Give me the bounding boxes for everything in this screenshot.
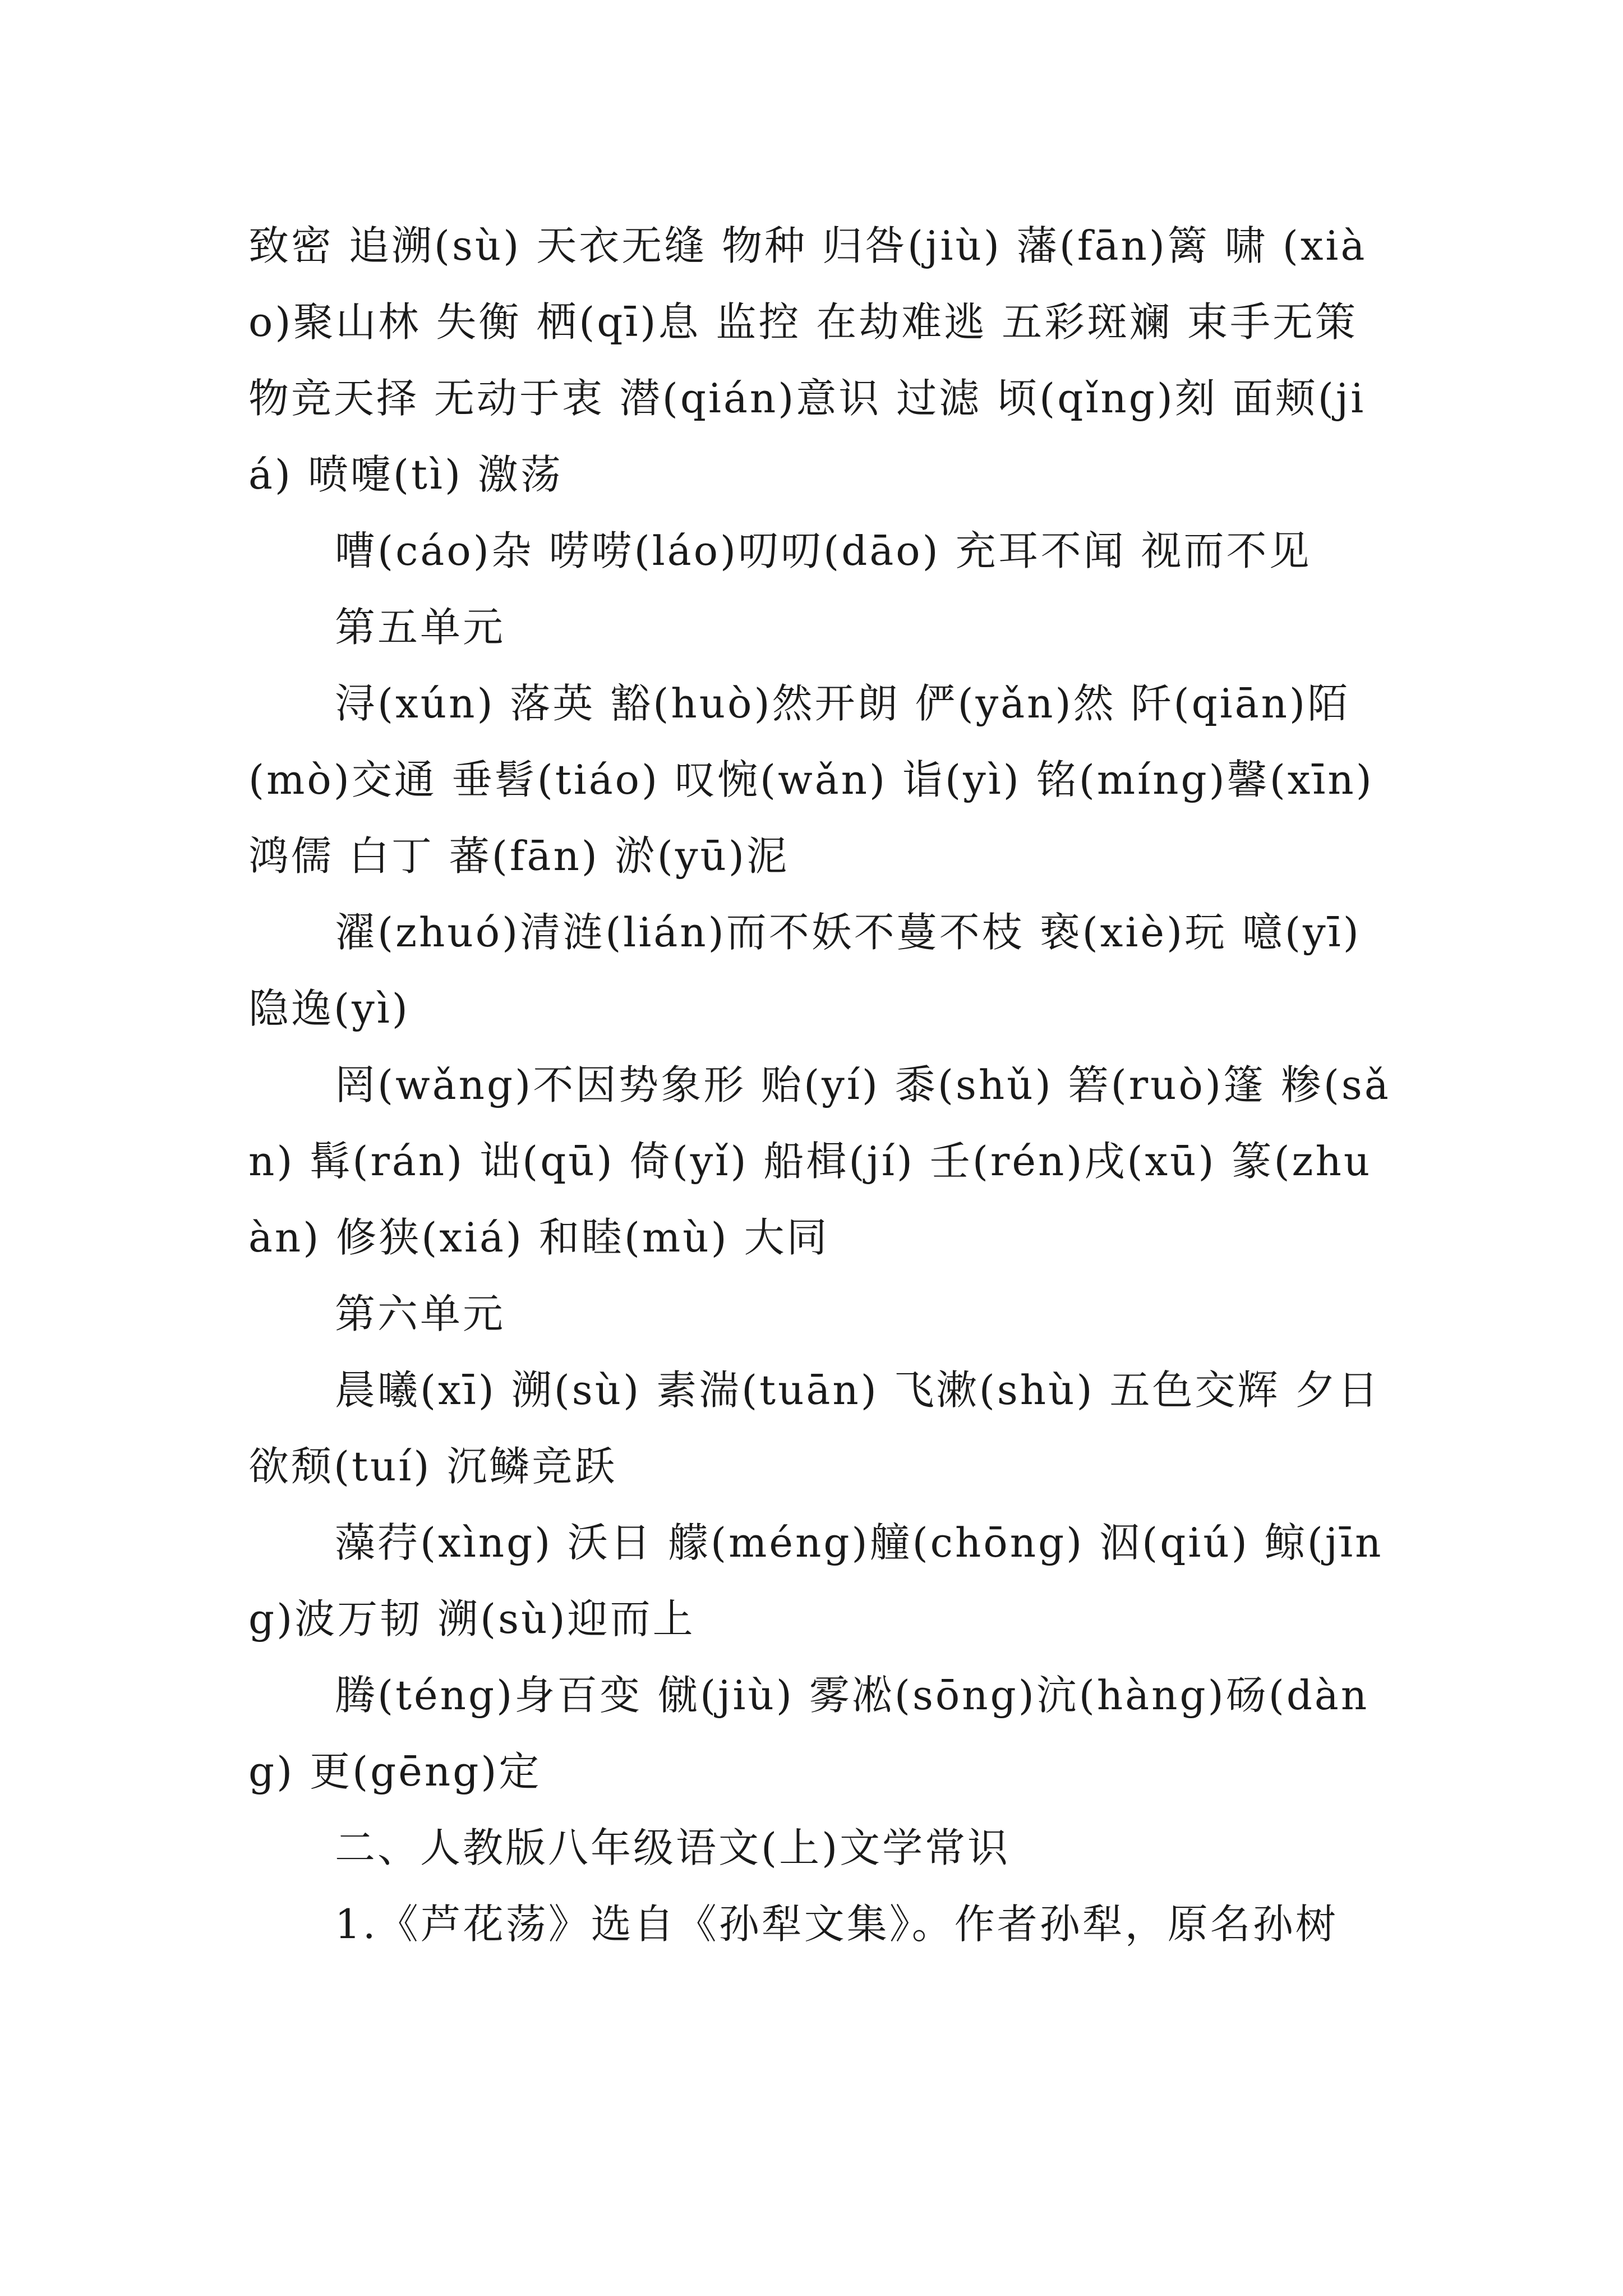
document-body	[248, 208, 1393, 1962]
vocab-paragraph-6: 晨曦(xī) 溯(sù) 素湍(tuān) 飞漱(shù) 五色交辉 夕日欲颓(tuí) 沉鳞竞跃	[248, 1366, 1381, 1490]
literature-paragraph-1: 1.《芦花荡》选自《孙犁文集》。作者孙犁，原名孙树	[335, 1901, 1338, 1948]
unit-5-heading: 第五单元	[335, 604, 506, 651]
literature-section-heading: 二、人教版八年级语文(上)文学常识	[335, 1824, 1011, 1871]
vocab-paragraph-1: 致密 追溯(sù) 天衣无缝 物种 归咎(jiù) 藩(fān)篱 啸 (xiào)聚山林 失衡 栖(qī)息 监控 在劫难逃 五彩斑斓 束手无策 物竞天择 无动于衷 潜(qián)意识 过滤 顷(qǐng)刻 面颊(jiá) 喷嚏(tì) 激荡	[248, 222, 1373, 498]
vocab-paragraph-8: 腾(téng)身百变 僦(jiù) 雾凇(sōng)沆(hàng)砀(dàng) 更(gēng)定	[248, 1672, 1370, 1795]
unit-6-heading: 第六单元	[335, 1290, 506, 1337]
vocab-paragraph-5: 罔(wǎng)不因势象形 贻(yí) 黍(shǔ) 箬(ruò)篷 糁(sǎn) 髯(rán) 诎(qū) 倚(yǐ) 船楫(jí) 壬(rén)戌(xū) 篆(zhuàn) 修狭(xiá) 和睦(mù) 大同	[248, 1061, 1391, 1261]
vocab-paragraph-3: 浔(xún) 落英 豁(huò)然开朗 俨(yǎn)然 阡(qiān)陌(mò)交通 垂髫(tiáo) 叹惋(wǎn) 诣(yì) 铭(míng)馨(xīn) 鸿儒 白丁 蕃(fān) 淤(yū)泥	[248, 680, 1389, 880]
vocab-paragraph-2: 嘈(cáo)杂 唠唠(láo)叨叨(dāo) 充耳不闻 视而不见	[335, 527, 1312, 574]
vocab-paragraph-4: 濯(zhuó)清涟(lián)而不妖不蔓不枝 亵(xiè)玩 噫(yī) 隐逸(yì)	[248, 909, 1376, 1032]
vocab-paragraph-7: 藻荇(xìng) 沃日 艨(méng)艟(chōng) 泅(qiú) 鲸(jīng)波万韧 溯(sù)迎而上	[248, 1519, 1384, 1642]
